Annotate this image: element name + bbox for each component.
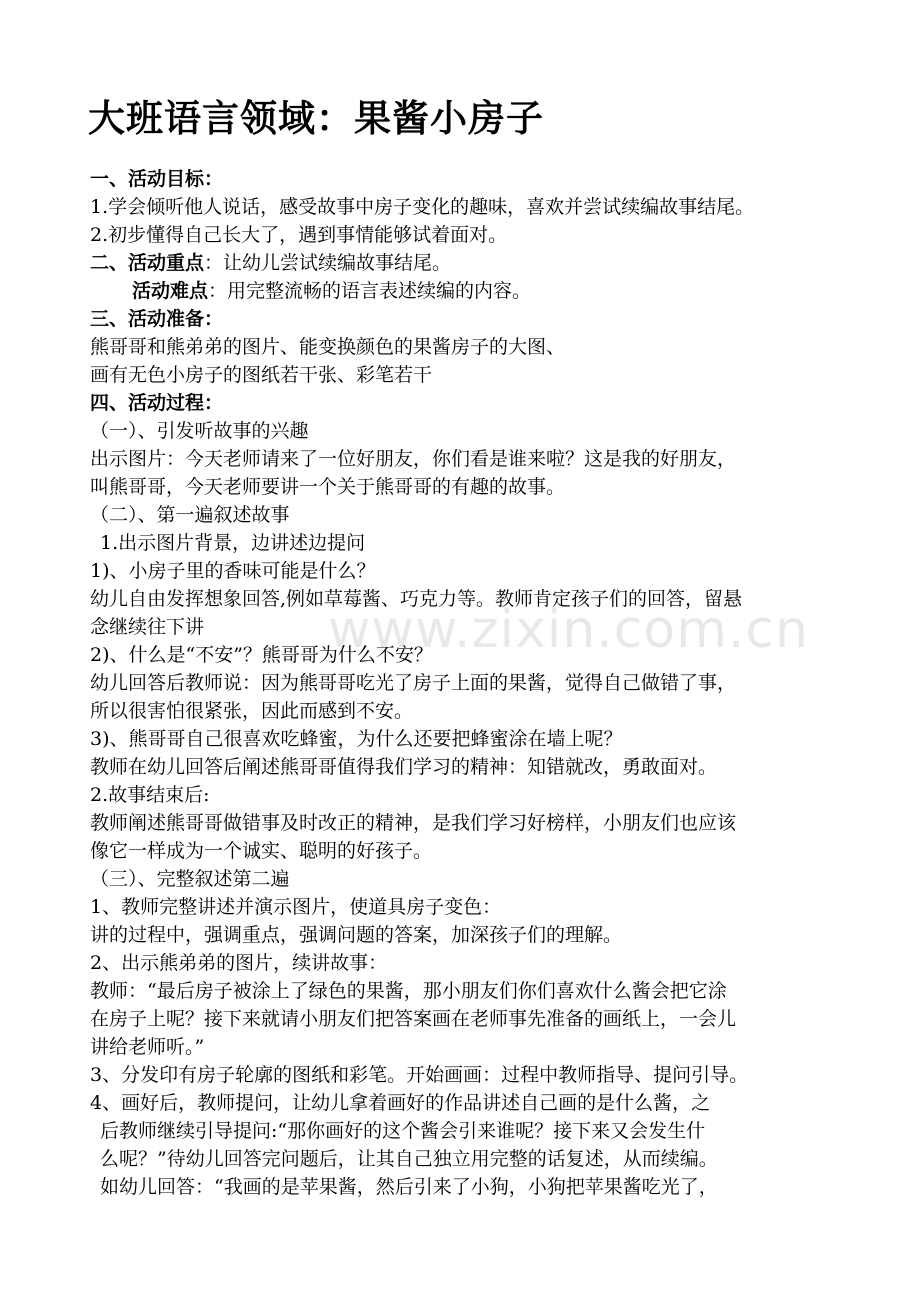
- section-heading-goals: 一、活动目标：: [90, 168, 224, 190]
- section-heading-key-point: 二、活动重点: [90, 252, 205, 274]
- preparation-line-1: 熊哥哥和熊弟弟的图片、能变换颜色的果酱房子的大图、: [90, 336, 566, 358]
- process-line: 教师：“最后房子被涂上了绿色的果酱，那小朋友们你们喜欢什么酱会把它涂: [90, 980, 727, 1002]
- process-line: 在房子上呢？接下来就请小朋友们把答案画在老师事先准备的画纸上，一会儿: [90, 1008, 737, 1030]
- process-line: 2、出示熊弟弟的图片，续讲故事：: [90, 952, 388, 974]
- process-line: （一）、引发听故事的兴趣: [90, 420, 309, 442]
- process-line: 后教师继续引导提问:“那你画好的这个酱会引来谁呢？接下来又会发生什: [100, 1120, 706, 1142]
- process-line: 教师在幼儿回答后阐述熊哥哥值得我们学习的精神：知错就改，勇敢面对。: [90, 756, 718, 778]
- process-line: 所以很害怕很紧张，因此而感到不安。: [90, 700, 414, 722]
- process-line: 2)、什么是“不安”？熊哥哥为什么不安？: [90, 644, 433, 666]
- process-line: （二）、第一遍叙述故事: [90, 504, 290, 526]
- watermark: www.zixin.com.cn: [328, 600, 809, 660]
- process-line: 1、教师完整讲述并演示图片，使道具房子变色：: [90, 896, 502, 918]
- difficulty-line: [132, 278, 531, 304]
- key-point-line: [90, 250, 451, 276]
- process-line: 讲的过程中，强调重点，强调问题的答案，加深孩子们的理解。: [90, 924, 623, 946]
- process-line: 1)、小房子里的香味可能是什么？: [90, 560, 376, 582]
- process-line: 幼儿回答后教师说：因为熊哥哥吃光了房子上面的果酱，觉得自己做错了事，: [90, 672, 737, 694]
- process-line: 2.故事结束后:: [90, 784, 210, 806]
- process-line: 出示图片：今天老师请来了一位好朋友，你们看是谁来啦？这是我的好朋友，: [90, 448, 737, 470]
- section-heading-preparation: 三、活动准备：: [90, 308, 224, 330]
- process-line: 3、分发印有房子轮廓的图纸和彩笔。开始画画：过程中教师指导、提问引导。: [90, 1064, 749, 1086]
- process-line: 1.出示图片背景，边讲述边提问: [100, 532, 366, 554]
- process-line: 念继续往下讲: [90, 616, 205, 638]
- process-line: 么呢？”待幼儿回答完问题后，让其自己独立用完整的话复述，从而续编。: [100, 1148, 718, 1170]
- goal-line-2: 2.初步懂得自己长大了，遇到事情能够试着面对。: [90, 224, 508, 246]
- difficulty-text: ：用完整流畅的语言表述续编的内容。: [208, 280, 532, 302]
- process-line: 教师阐述熊哥哥做错事及时改正的精神，是我们学习好榜样，小朋友们也应该: [90, 812, 737, 834]
- difficulty-label: 活动难点: [132, 280, 209, 302]
- page-title: 大班语言领域：果酱小房子: [88, 97, 544, 140]
- key-point-text: ：让幼儿尝试续编故事结尾。: [204, 252, 452, 274]
- process-line: 幼儿自由发挥想象回答,例如草莓酱、巧克力等。教师肯定孩子们的回答，留悬: [90, 588, 743, 610]
- process-line: 如幼儿回答：“我画的是苹果酱，然后引来了小狗，小狗把苹果酱吃光了，: [100, 1176, 718, 1198]
- goal-line-1: 1.学会倾听他人说话，感受故事中房子变化的趣味，喜欢并尝试续编故事结尾。: [90, 196, 755, 218]
- process-line: 3)、熊哥哥自己很喜欢吃蜂蜜，为什么还要把蜂蜜涂在墙上呢？: [90, 728, 623, 750]
- process-line: （三）、完整叙述第二遍: [90, 868, 290, 890]
- preparation-line-2: 画有无色小房子的图纸若干张、彩笔若干: [90, 364, 433, 386]
- process-line: 像它一样成为一个诚实、聪明的好孩子。: [90, 840, 433, 862]
- process-line: 4、画好后，教师提问，让幼儿拿着画好的作品讲述自己画的是什么酱，之: [90, 1092, 711, 1114]
- process-line: 叫熊哥哥，今天老师要讲一个关于熊哥哥的有趣的故事。: [90, 476, 566, 498]
- process-line: 讲给老师听。”: [90, 1036, 205, 1058]
- section-heading-process: 四、活动过程：: [90, 392, 224, 414]
